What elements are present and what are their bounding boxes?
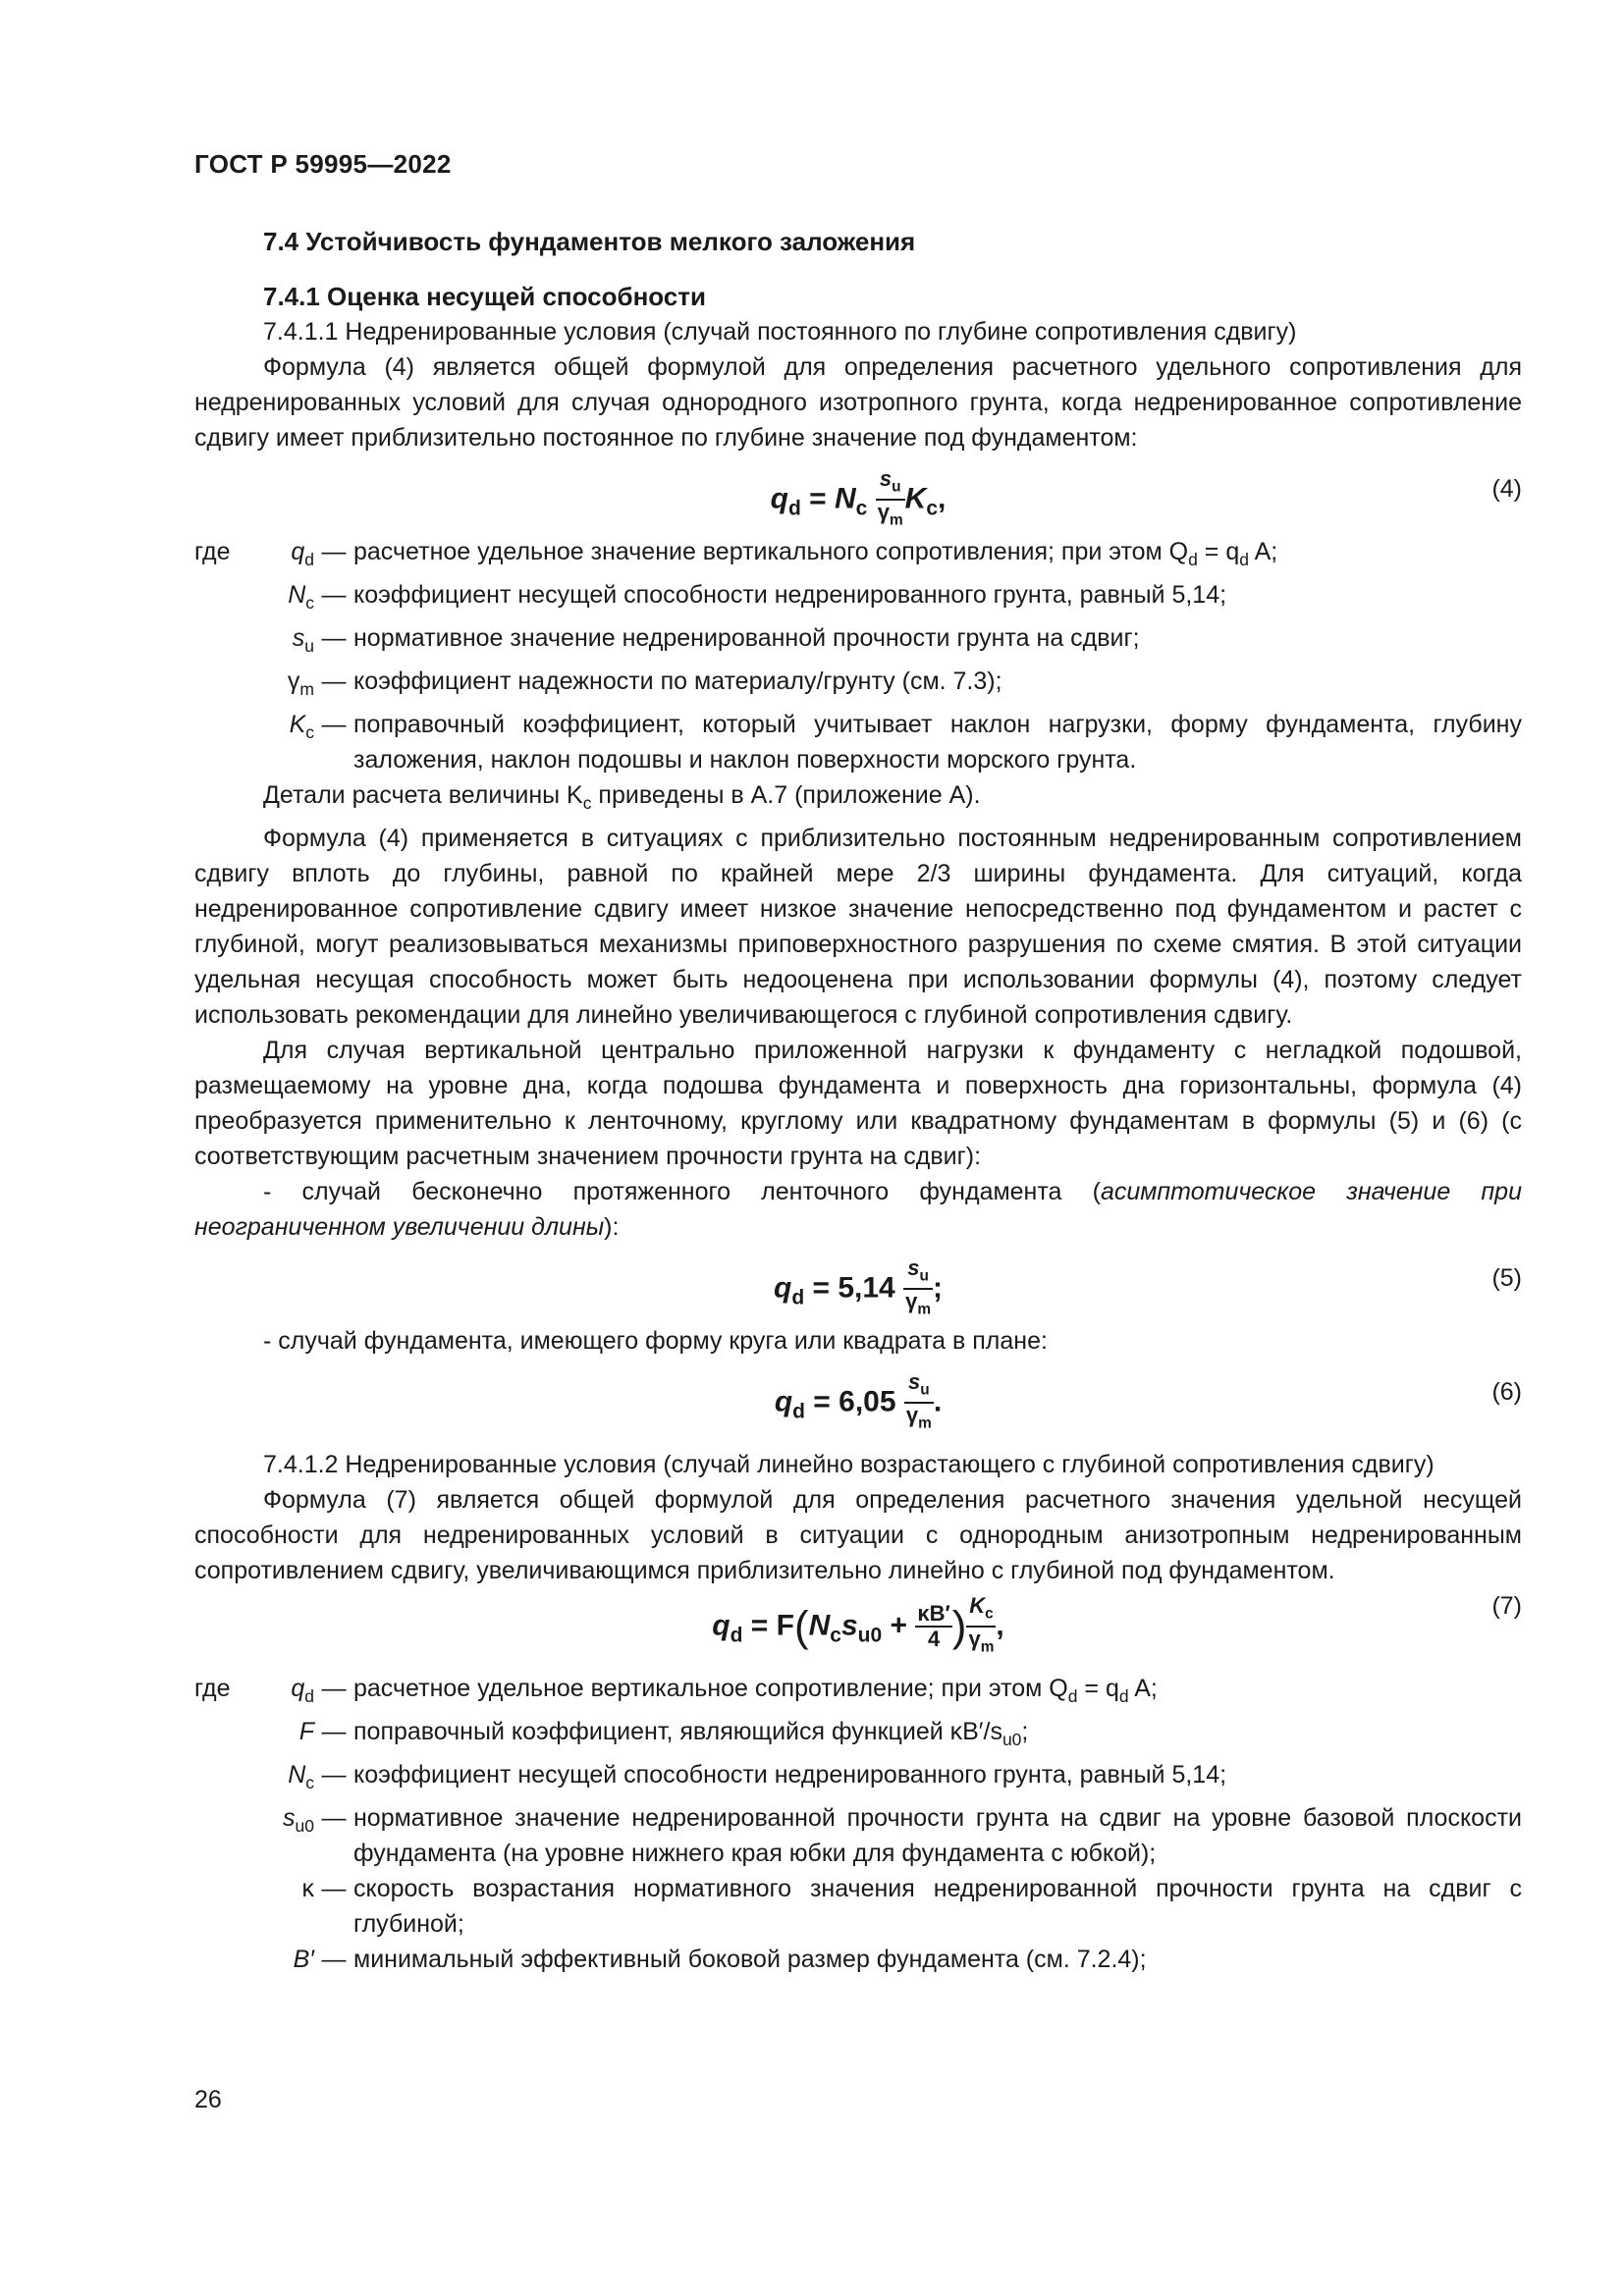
- definition-item: $N_c$ — коэффициент несущей способности недренированного грунта, равный 5,14;: [288, 1761, 1227, 1792]
- formula-4: $q_d = N_c$ $\frac{s_u}{\gamma_m}$ $K_c$, (4): [194, 455, 1522, 534]
- paragraph-details: Детали расчета величины $K_c$ приведены в А.7 (приложение А).: [263, 781, 981, 813]
- definition-item: где $q_d$ — расчетное удельное вертикальное сопротивление; при этом $Q_d = q_d$ A;: [194, 1675, 1158, 1706]
- definition-item: κ — скорость возрастания нормативного значения недренированной прочности грунта на сдвиг с глубиной;: [301, 1875, 1522, 1938]
- formula-number: (7): [1491, 1592, 1522, 1620]
- formula-6: $q_d = 6,05$ $\frac{s_u}{\gamma_m}$ . (6): [194, 1359, 1522, 1437]
- definition-item: F — поправочный коэффициент, являющийся функцией $\kappa B'/s_{u0}$;: [298, 1718, 1029, 1749]
- paragraph-3: Для случая вертикальной центрально приложенной нагрузки к фундаменту с негладкой подошвой, размещаемому на уровне дна, когда подошва фундамента и поверхность дна горизонтальны, формула (4) преобразуется применительно к ленточному, круглому или квадратному фундаментам в формулы (5) и (6) (с соответствующим расчетным значением прочности грунта на сдвиг):: [194, 1037, 1522, 1170]
- definition-item: $K_c$ — поправочный коэффициент, который учитывает наклон нагрузки, форму фундамента, глубину заложения, наклон подошвы и наклон поверхности морского грунта.: [289, 711, 1522, 774]
- paragraph-2: Формула (4) применяется в ситуациях с приблизительно постоянным недренированным сопротивлением сдвигу вплоть до глубины, равной по крайней мере 2/3 ширины фундамента. Для ситуаций, когда недренированное сопротивление сдвигу имеет низкое значение непосредственно под фундаментом и растет с глубиной, могут реализовываться механизмы приповерхностного разрушения по схеме смятия. В этой ситуации удельная несущая способность может быть недооценена при использовании формулы (4), поэтому следует использовать рекомендации для линейно увеличивающегося с глубиной сопротивления сдвигу.: [194, 825, 1522, 1029]
- heading-7-4-1-2: 7.4.1.2 Недренированные условия (случай линейно возрастающего с глубиной сопротивления сдвигу): [263, 1451, 1435, 1478]
- formula-number: (6): [1491, 1378, 1522, 1406]
- formula-7: $q_d = F(N_cs_{u0}$ + $\frac{\kappa B'}{4}$ ) $\frac{K_c}{\gamma_m}$ , (7): [194, 1588, 1522, 1671]
- bullet-strip-foundation: - случай бесконечно протяженного ленточного фундамента (асимптотическое значение при неограниченном увеличении длины):: [194, 1178, 1522, 1241]
- heading-7-4-1-1: 7.4.1.1 Недренированные условия (случай постоянного по глубине сопротивления сдвигу): [263, 318, 1297, 346]
- fraction: $\frac{s_u}{\gamma_m}$: [905, 1255, 931, 1318]
- paragraph-4: Формула (7) является общей формулой для определения расчетного значения удельной несущей способности для недренированных условий в ситуации с однородным анизотропным недренированным сопротивлением сдвигу, увеличивающимся приблизительно линейно с глубиной под фундаментом.: [194, 1486, 1522, 1584]
- doc-code: ГОСТ Р 59995—2022: [194, 149, 452, 179]
- definition-item: $s_{u0}$ — нормативное значение недренированной прочности грунта на сдвиг на уровне базовой плоскости фундамента (на уровне нижнего края юбки для фундамента с юбкой);: [283, 1804, 1522, 1867]
- formula-5: $q_d = 5,14$ $\frac{s_u}{\gamma_m}$ ; (5): [194, 1245, 1522, 1323]
- paragraph-1: Формула (4) является общей формулой для определения расчетного удельного сопротивления для недренированных условий для случая однородного изотропного грунта, когда недренированное сопротивление сдвигу имеет приблизительно постоянное по глубине значение под фундаментом:: [194, 353, 1522, 452]
- page-number: 26: [194, 2086, 222, 2113]
- formula-number: (5): [1491, 1264, 1522, 1292]
- definition-item: $N_c$ — коэффициент несущей способности недренированного грунта, равный 5,14;: [288, 581, 1227, 613]
- page-body: [194, 0, 1522, 1977]
- definition-item: где $q_d$ — расчетное удельное значение вертикального сопротивления; при этом $Q_d = q_d$ A;: [194, 538, 1278, 569]
- fraction: $\frac{\kappa B'}{4}$: [917, 1601, 950, 1652]
- formula-number: (4): [1491, 475, 1522, 503]
- heading-7-4-1: 7.4.1 Оценка несущей способности: [263, 282, 706, 311]
- definition-item: B′ — минимальный эффективный боковой размер фундамента (см. 7.2.4);: [293, 1946, 1147, 1973]
- bullet-circle-square: - случай фундамента, имеющего форму круга или квадрата в плане:: [263, 1327, 1048, 1355]
- definition-item: $\gamma_m$ — коэффициент надежности по материалу/грунту (см. 7.3);: [287, 667, 1002, 699]
- definitions-1: [194, 534, 1522, 777]
- fraction: $\frac{s_u}{\gamma_m}$: [877, 466, 903, 529]
- definition-item: $s_u$ — нормативное значение недренированной прочности грунта на сдвиг;: [292, 624, 1140, 656]
- fraction: $\frac{K_c}{\gamma_m}$: [968, 1593, 995, 1656]
- fraction: $\frac{s_u}{\gamma_m}$: [905, 1369, 932, 1432]
- definitions-2: [194, 1671, 1522, 1977]
- heading-7-4: 7.4 Устойчивость фундаментов мелкого заложения: [263, 227, 916, 256]
